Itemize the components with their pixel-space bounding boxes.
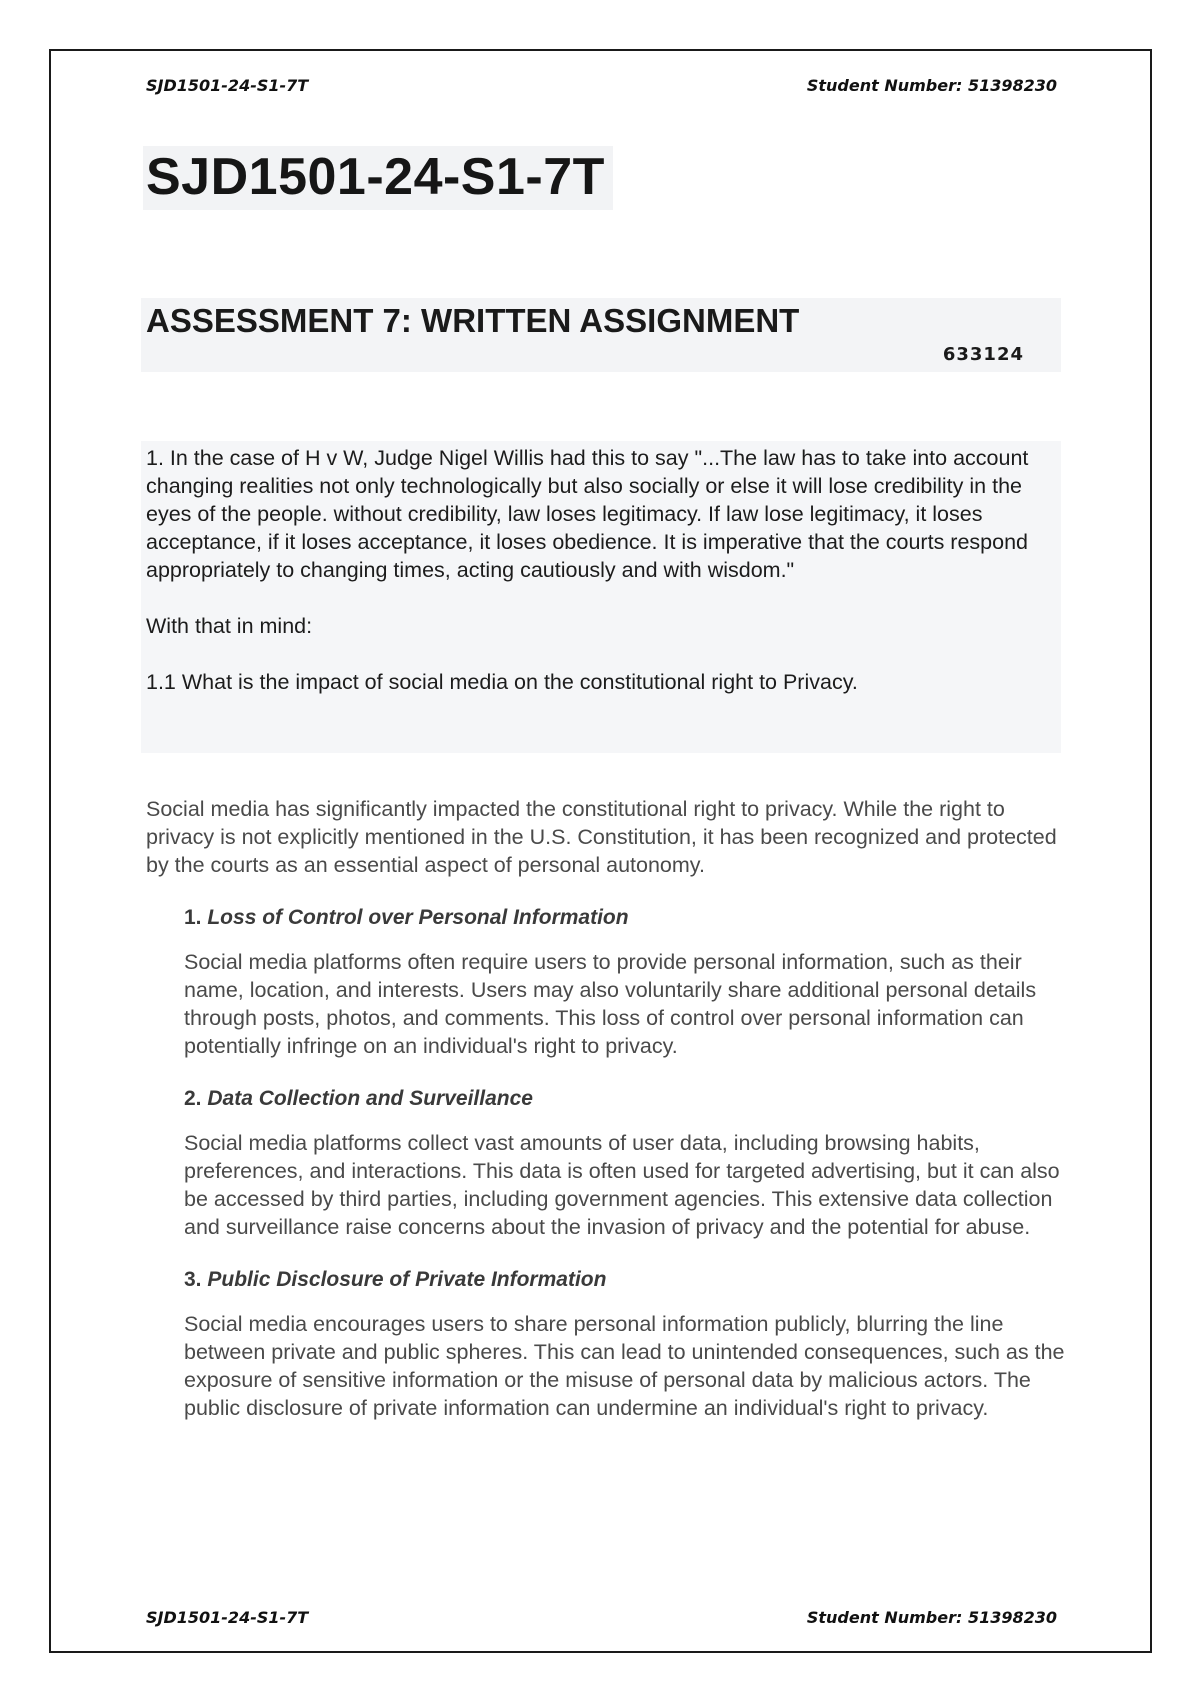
footer-student-number: Student Number: 51398230 <box>806 1608 1057 1627</box>
question-lead: With that in mind: <box>146 614 313 638</box>
answer-point <box>184 904 1066 1060</box>
footer-course-code: SJD1501-24-S1-7T <box>146 1608 309 1627</box>
question-quote: 1. In the case of H v W, Judge Nigel Willis had this to say "...The law has to take into account changing realities not only technologically but also socially or else it will lose credibility in the eyes of the people. without credibility, law loses legitimacy. If law lose legitimacy, it loses acceptance, if it loses acceptance, it loses obedience. It is imperative that the courts respond appropriately to changing times, acting cautiously and with wisdom." <box>146 446 1029 582</box>
point-heading <box>184 1266 1066 1294</box>
assessment-code: 633124 <box>942 344 1024 365</box>
point-number: 1. <box>184 906 202 929</box>
point-body: Social media encourages users to share personal information publicly, blurring the line between private and public spheres. This can lead to unintended consequences, such as the exposure of sensitive information or the misuse of personal data by malicious actors. The public disclosure of private information can undermine an individual's right to privacy. <box>184 1312 1065 1420</box>
point-heading <box>184 904 1066 932</box>
point-body: Social media platforms often require users to provide personal information, such as their name, location, and interests. Users may also voluntarily share additional personal details through posts, photos, and comments. This loss of control over personal information can potentially infringe on an individual's right to privacy. <box>184 950 1037 1058</box>
answer-block <box>146 795 1066 1447</box>
point-heading-text: Loss of Control over Personal Information <box>207 906 629 929</box>
assessment-title: ASSESSMENT 7: WRITTEN ASSIGNMENT <box>146 302 800 339</box>
answer-intro: Social media has significantly impacted the constitutional right to privacy. While the right to privacy is not explicitly mentioned in the U.S. Constitution, it has been recognized and protected by the courts as an essential aspect of personal autonomy. <box>146 797 1057 877</box>
answer-point <box>184 1085 1066 1241</box>
answer-point <box>184 1266 1066 1422</box>
point-heading <box>184 1085 1066 1113</box>
question-prompt: 1.1 What is the impact of social media on the constitutional right to Privacy. <box>146 670 858 694</box>
question-block <box>146 444 1061 696</box>
point-number: 3. <box>184 1268 202 1291</box>
point-body: Social media platforms collect vast amounts of user data, including browsing habits, preferences, and interactions. This data is often used for targeted advertising, but it can also be accessed by third parties, including government agencies. This extensive data collection and surveillance raise concerns about the invasion of privacy and the potential for abuse. <box>184 1131 1060 1239</box>
header-student-number: Student Number: 51398230 <box>806 76 1057 95</box>
header-course-code: SJD1501-24-S1-7T <box>146 76 309 95</box>
point-heading-text: Public Disclosure of Private Information <box>207 1268 607 1291</box>
point-heading-text: Data Collection and Surveillance <box>207 1087 533 1110</box>
point-number: 2. <box>184 1087 202 1110</box>
page-title: SJD1501-24-S1-7T <box>146 148 605 206</box>
